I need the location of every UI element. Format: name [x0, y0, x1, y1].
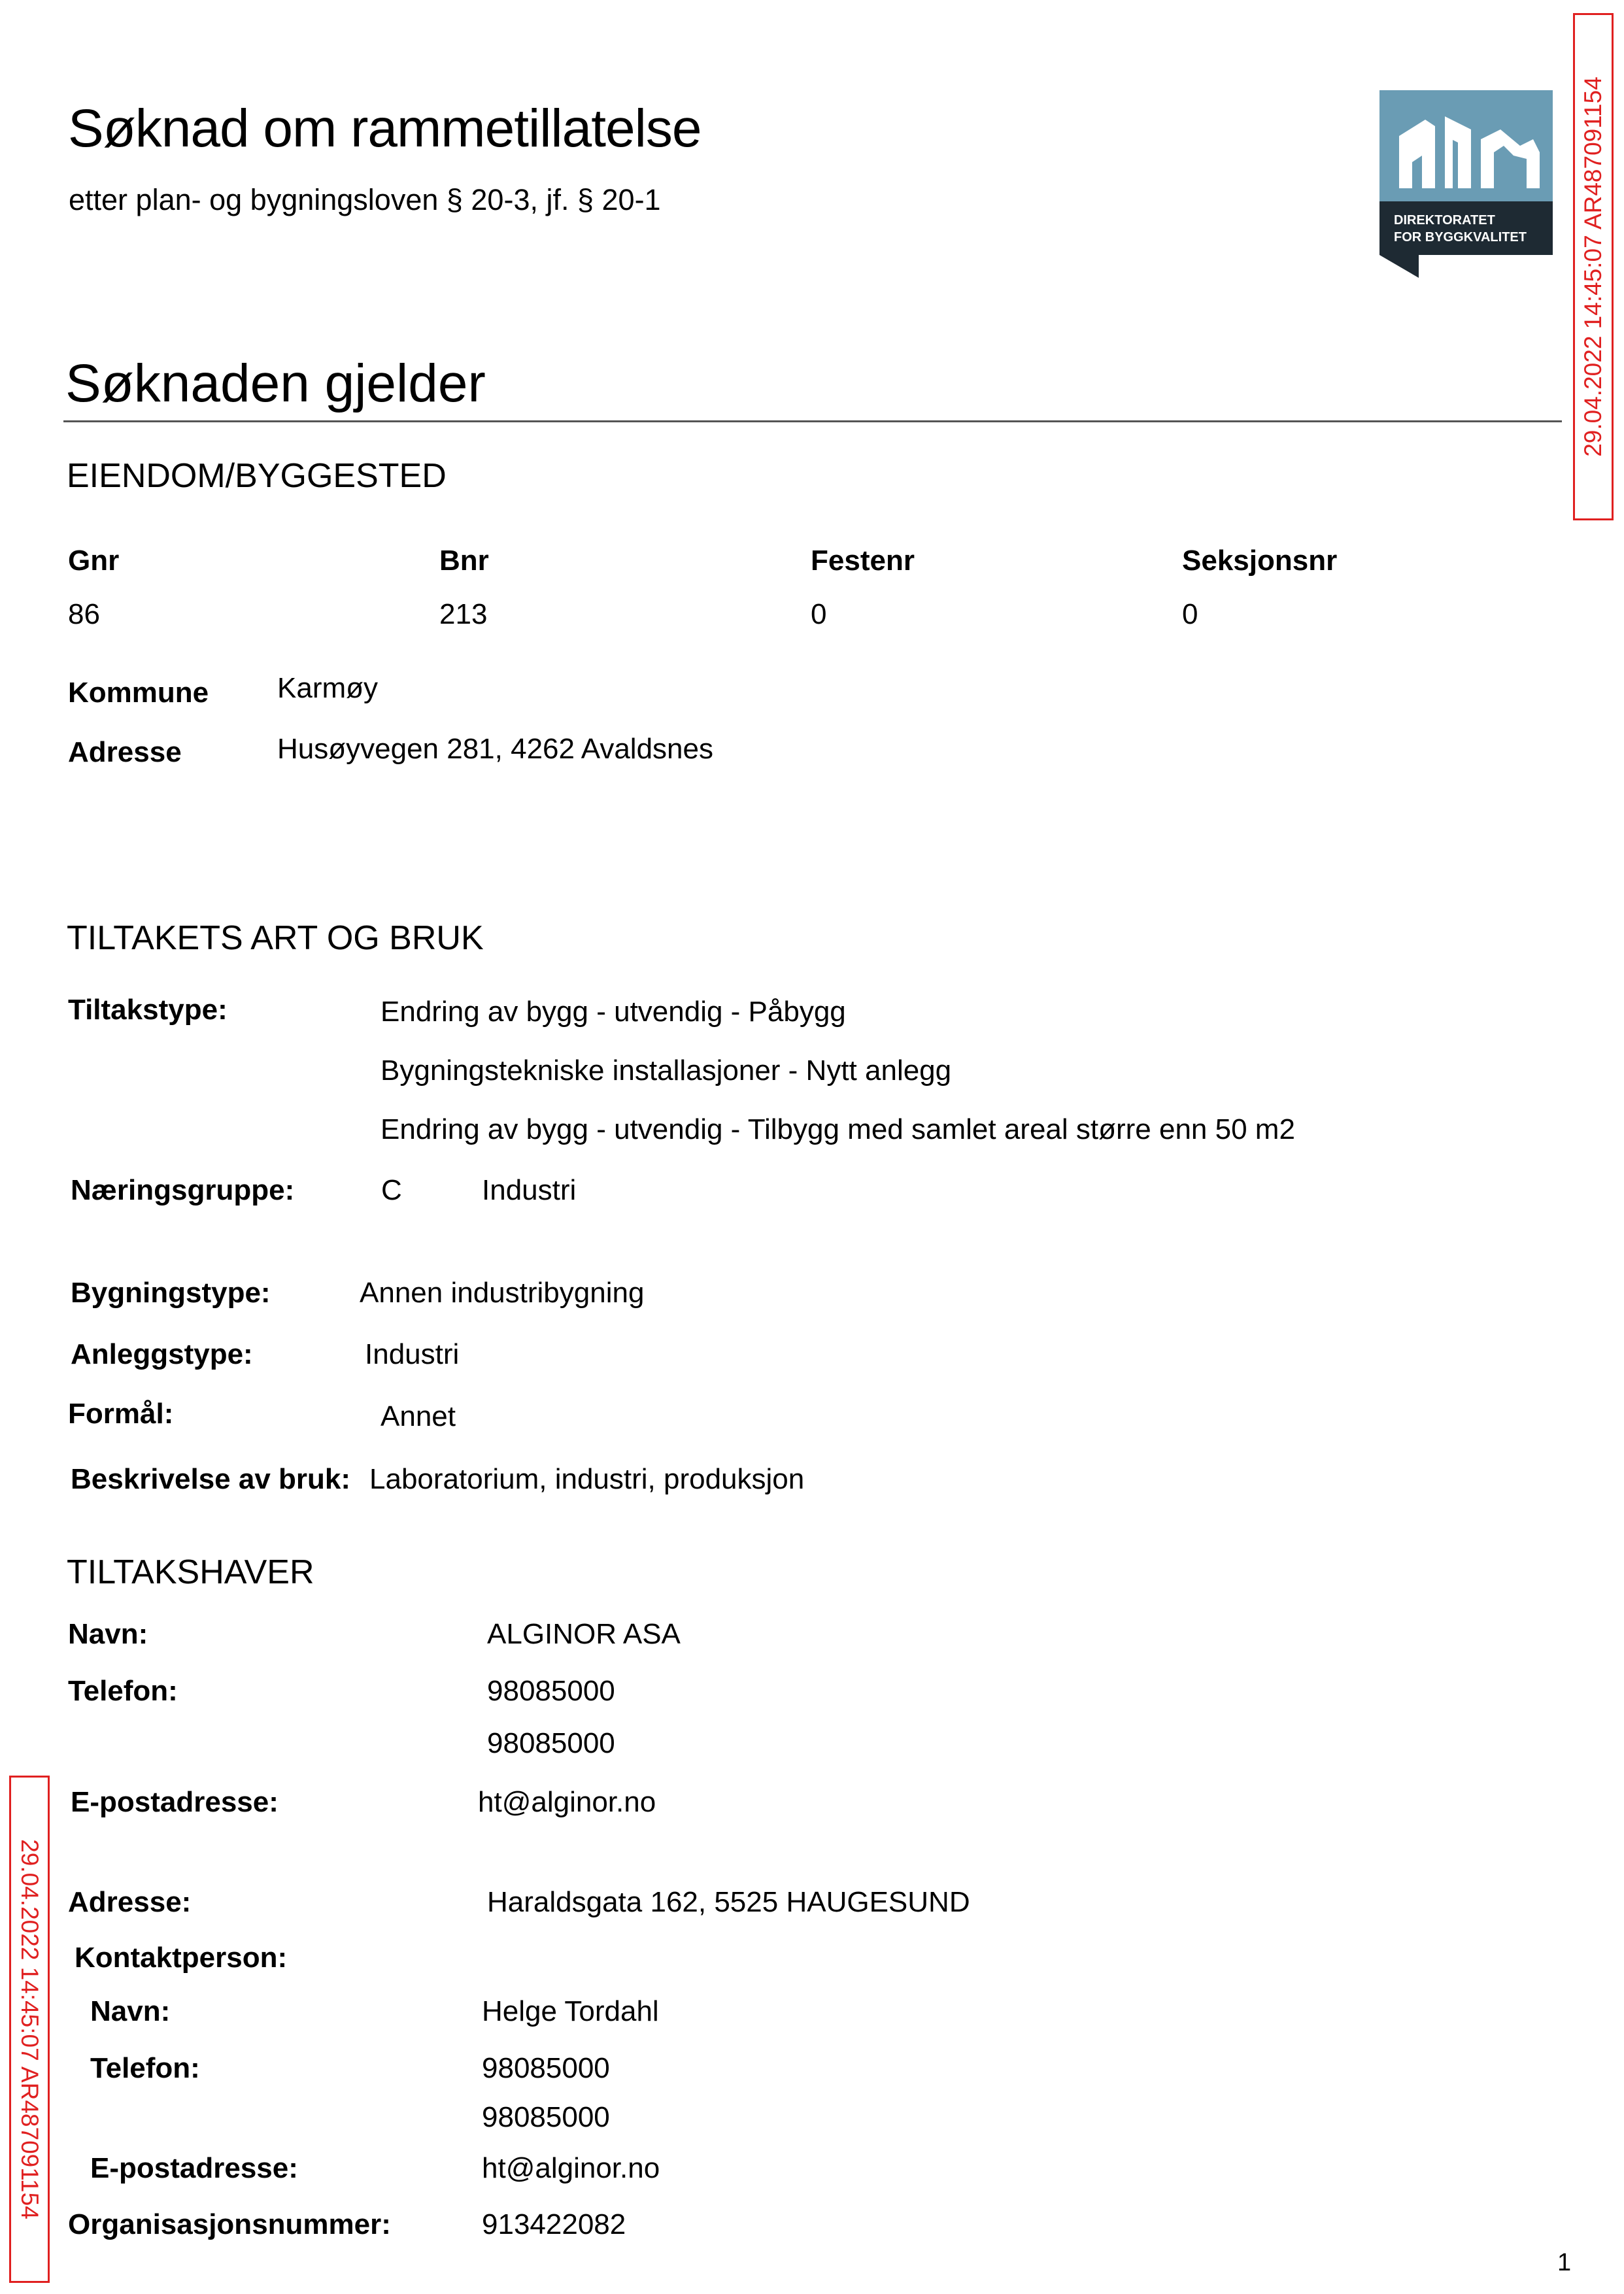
- kontaktperson-label: Kontaktperson:: [75, 1942, 288, 1974]
- page-number: 1: [1557, 2249, 1572, 2276]
- bygningstype-value: Annen industribygning: [360, 1277, 645, 1309]
- document-title: Søknad om rammetillatelse: [68, 99, 702, 158]
- archive-stamp-left: 29.04.2022 14:45:07 AR487091154: [9, 1776, 50, 2283]
- beskrivelse-value: Laboratorium, industri, produksjon: [369, 1463, 805, 1495]
- telefon-label: Telefon:: [68, 1675, 178, 1707]
- naeringsgruppe-label: Næringsgruppe:: [71, 1174, 295, 1206]
- section-divider: [63, 420, 1562, 422]
- naeringsgruppe-code: C: [381, 1174, 402, 1206]
- anleggstype-value: Industri: [365, 1338, 460, 1370]
- gnr-label: Gnr: [68, 545, 120, 577]
- adresse-label: Adresse: [68, 736, 182, 768]
- tiltakstype-item: Bygningstekniske installasjoner - Nytt anlegg: [381, 1054, 952, 1087]
- kommune-value: Karmøy: [277, 672, 378, 704]
- navn-value: ALGINOR ASA: [487, 1618, 681, 1650]
- document-subtitle: etter plan- og bygningsloven § 20-3, jf. § 20-1: [69, 183, 661, 216]
- kontakt-telefon-label: Telefon:: [90, 2052, 200, 2084]
- bnr-label: Bnr: [439, 545, 489, 577]
- kontakt-navn-value: Helge Tordahl: [482, 1995, 659, 2027]
- orgnr-label: Organisasjonsnummer:: [68, 2208, 391, 2240]
- adresse-value: Husøyvegen 281, 4262 Avaldsnes: [277, 733, 713, 765]
- gnr-value: 86: [68, 598, 100, 630]
- seksjonsnr-value: 0: [1182, 598, 1198, 630]
- bygningstype-label: Bygningstype:: [71, 1277, 271, 1309]
- tiltakshaver-adresse-value: Haraldsgata 162, 5525 HAUGESUND: [487, 1886, 970, 1918]
- epost-label: E-postadresse:: [71, 1786, 279, 1818]
- kontakt-epost-value: ht@alginor.no: [482, 2152, 660, 2184]
- orgnr-value: 913422082: [482, 2208, 626, 2240]
- logo-line2: FOR BYGGKVALITET: [1394, 230, 1527, 245]
- tiltak-heading: TILTAKETS ART OG BRUK: [67, 919, 484, 957]
- tiltakstype-item: Endring av bygg - utvendig - Tilbygg med samlet areal større enn 50 m2: [381, 1113, 1295, 1145]
- kontakt-telefon-value-2: 98085000: [482, 2101, 610, 2133]
- naeringsgruppe-value: Industri: [482, 1174, 577, 1206]
- tiltakstype-item: Endring av bygg - utvendig - Påbygg: [381, 996, 846, 1028]
- beskrivelse-label: Beskrivelse av bruk:: [71, 1463, 351, 1495]
- section-title: Søknaden gjelder: [65, 354, 486, 413]
- dibk-logo: [1379, 90, 1553, 278]
- archive-stamp-right: 29.04.2022 14:45:07 AR487091154: [1573, 13, 1614, 520]
- kontakt-navn-label: Navn:: [90, 1995, 171, 2027]
- seksjonsnr-label: Seksjonsnr: [1182, 545, 1338, 577]
- formal-label: Formål:: [68, 1398, 174, 1430]
- telefon-value: 98085000: [487, 1675, 615, 1707]
- epost-value: ht@alginor.no: [478, 1786, 656, 1818]
- kontakt-epost-label: E-postadresse:: [90, 2152, 298, 2184]
- telefon-value-2: 98085000: [487, 1727, 615, 1759]
- anleggstype-label: Anleggstype:: [71, 1338, 253, 1370]
- kontakt-telefon-value: 98085000: [482, 2052, 610, 2084]
- bnr-value: 213: [439, 598, 488, 630]
- navn-label: Navn:: [68, 1618, 148, 1650]
- tiltakshaver-heading: TILTAKSHAVER: [67, 1553, 314, 1591]
- logo-line1: DIREKTORATET: [1394, 213, 1495, 228]
- festenr-label: Festenr: [811, 545, 915, 577]
- tiltakstype-label: Tiltakstype:: [68, 994, 228, 1026]
- formal-value: Annet: [381, 1400, 456, 1432]
- eiendom-heading: EIENDOM/BYGGESTED: [67, 457, 447, 495]
- kommune-label: Kommune: [68, 677, 209, 709]
- festenr-value: 0: [811, 598, 827, 630]
- tiltakshaver-adresse-label: Adresse:: [68, 1886, 192, 1918]
